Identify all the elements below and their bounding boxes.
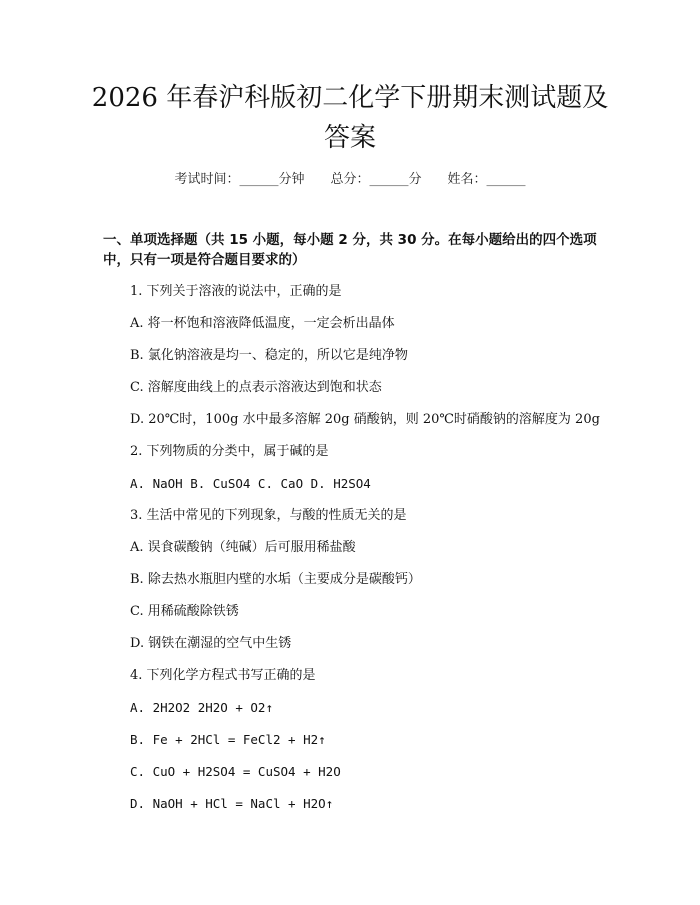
section-heading: 一、单项选择题（共 15 小题，每小题 2 分，共 30 分。在每小题给出的四个选项中，只有一项是符合题目要求的） bbox=[103, 232, 597, 268]
question-option: C. 用稀硫酸除铁锈 bbox=[130, 604, 239, 619]
question-stem: 4. 下列化学方程式书写正确的是 bbox=[130, 668, 316, 683]
document-title bbox=[60, 78, 640, 158]
question-option: B. 氯化钠溶液是均一、稳定的，所以它是纯净物 bbox=[130, 348, 408, 363]
question-option: A. 将一杯饱和溶液降低温度，一定会析出晶体 bbox=[130, 316, 395, 331]
question-option: A. 误食碳酸钠（纯碱）后可服用稀盐酸 bbox=[130, 540, 356, 555]
question-option: D. 20℃时，100g 水中最多溶解 20g 硝酸钠，则 20℃时硝酸钠的溶解度为 20g bbox=[130, 412, 600, 427]
question-option: C. CuO + H2SO4 = CuSO4 + H2O bbox=[130, 764, 341, 779]
question-option: C. 溶解度曲线上的点表示溶液达到饱和状态 bbox=[130, 380, 382, 395]
question-stem: 3. 生活中常见的下列现象，与酸的性质无关的是 bbox=[130, 508, 407, 523]
question-stem: 2. 下列物质的分类中，属于碱的是 bbox=[130, 444, 329, 459]
question-option: A. NaOH B. CuSO4 C. CaO D. H2SO4 bbox=[130, 476, 371, 491]
exam-time: 考试时间：______分钟 bbox=[174, 172, 305, 187]
question-option: D. 钢铁在潮湿的空气中生锈 bbox=[130, 636, 292, 651]
title-line-2: 答案 bbox=[323, 123, 376, 153]
question-option: D. NaOH + HCl = NaCl + H2O↑ bbox=[130, 796, 334, 811]
exam-score: 总分：______分 bbox=[330, 172, 422, 187]
exam-name: 姓名：______ bbox=[447, 172, 526, 187]
question-option: B. 除去热水瓶胆内壁的水垢（主要成分是碳酸钙） bbox=[130, 572, 421, 587]
question-stem: 1. 下列关于溶液的说法中，正确的是 bbox=[130, 284, 342, 299]
question-option: A. 2H2O2 2H2O + O2↑ bbox=[130, 700, 273, 715]
title-line-1: 2026 年春沪科版初二化学下册期末测试题及 bbox=[91, 83, 609, 113]
exam-info bbox=[0, 168, 700, 187]
question-option: B. Fe + 2HCl = FeCl2 + H2↑ bbox=[130, 732, 326, 747]
